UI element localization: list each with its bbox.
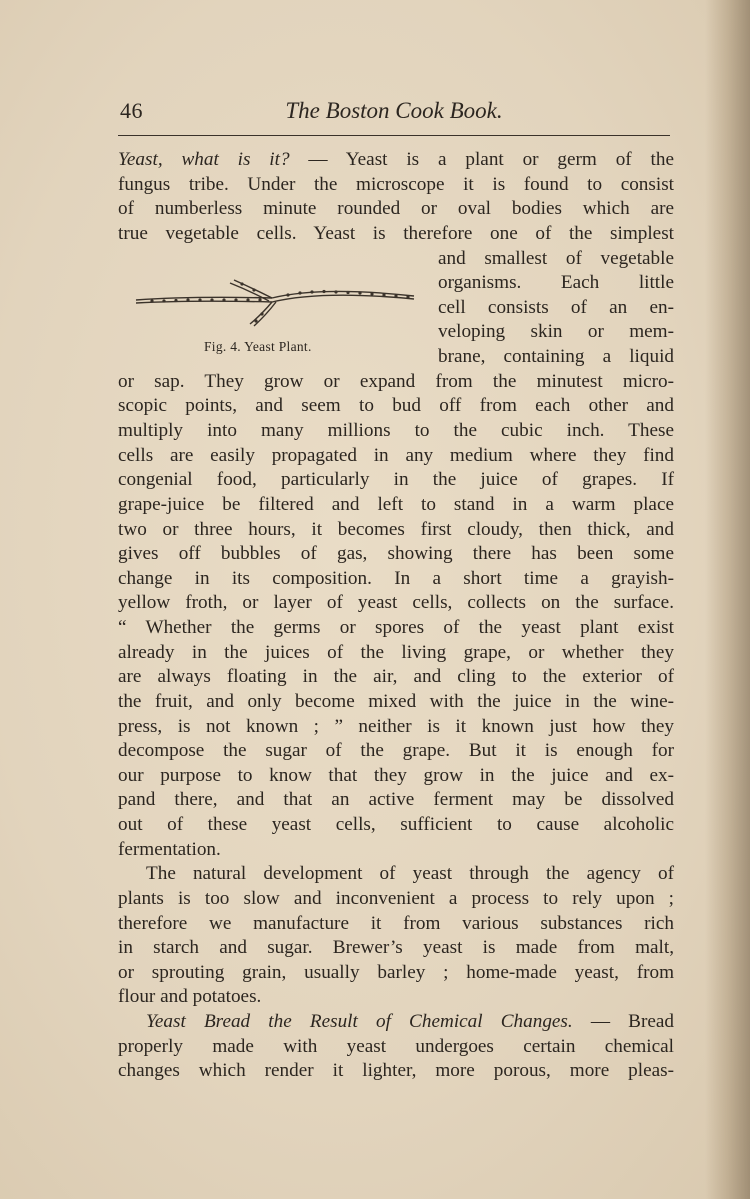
line-text: cells are easily propagated in any medium where they find [118,444,674,466]
line-text: and smallest of vegetable [438,247,674,269]
line-text: brane, containing a liquid [438,346,674,367]
line-text: gives off bubbles of gas, showing there has been some [118,543,674,565]
text-line [118,616,674,641]
line-text: organisms. Each little [438,272,674,294]
line-text: — Bread [572,1011,674,1032]
page-header [118,98,670,130]
text-line [118,1059,674,1084]
line-text: are always floating in the air, and cling to the exterior of [118,666,674,688]
line-text: flour and potatoes. [118,986,262,1008]
text-line [118,591,674,616]
line-text: press, is not known ; ” neither is it known just how they [118,715,674,737]
text-line [118,197,674,222]
line-text: or sprouting grain, usually barley ; home-made yeast, from [118,961,674,983]
text-line [118,961,674,986]
text-line [438,296,674,321]
text-line [118,764,674,789]
line-text: plants is too slow and inconvenient a process to rely upon ; [118,887,674,909]
text-line [118,222,674,247]
text-line [118,665,674,690]
text-line [118,1010,674,1035]
text-line [118,148,674,173]
text-line [118,690,674,715]
paragraph-heading: Yeast Bread the Result of Chemical Changes. [146,1011,573,1032]
line-text: fungus tribe. Under the microscope it is found to consist [118,173,674,195]
text-line [118,370,674,395]
text-line [118,788,674,813]
text-line [118,394,674,419]
paragraph-heading: Yeast, what is it? [118,149,290,170]
text-line [118,468,674,493]
text-line [118,813,674,838]
yeast-plant-illustration [132,268,422,328]
line-text: pand there, and that an active ferment may be dissolved [118,789,674,811]
line-text: already in the juices of the living grape, or whether they [118,641,674,663]
text-line [118,1035,674,1060]
text-line [438,271,674,296]
line-text: The natural development of yeast through the agency of [146,863,674,885]
line-text: fermentation. [118,838,221,860]
running-title: The Boston Cook Book. [285,98,503,123]
line-text: “ Whether the germs or spores of the yeast plant exist [118,617,674,638]
line-text: therefore we manufacture it from various substances rich [118,912,674,934]
text-line [118,862,674,887]
line-text: multiply into many millions to the cubic inch. These [118,419,674,441]
line-text: properly made with yeast undergoes certain chemical [118,1035,674,1057]
text-line [118,542,674,567]
line-text: of numberless minute rounded or oval bodies which are [118,198,674,220]
line-text: in starch and sugar. Brewer’s yeast is made from malt, [118,937,674,959]
line-text: true vegetable cells. Yeast is therefore one of the simplest [118,222,674,244]
line-text: scopic points, and seem to bud off from each other and [118,395,674,417]
line-text: or sap. They grow or expand from the minutest micro- [118,370,674,392]
line-text: — Yeast is a plant or germ of the [289,149,674,170]
text-line [438,320,674,345]
line-text: veloping skin or mem- [438,321,674,343]
line-text: change in its composition. In a short time a grayish- [118,567,674,589]
line-text: out of these yeast cells, sufficient to cause alcoholic [118,814,674,835]
line-text: congenial food, particularly in the juice of grapes. If [118,469,674,491]
line-text: changes which render it lighter, more porous, more pleas- [118,1060,674,1082]
line-text: decompose the sugar of the grape. But it is enough for [118,740,674,762]
text-line [118,493,674,518]
text-line [118,518,674,543]
text-line [118,567,674,592]
figure-caption: Fig. 4. Yeast Plant. [204,339,312,354]
text-line [118,444,674,469]
text-line [118,715,674,740]
text-line [118,838,674,863]
text-line [118,936,674,961]
text-line [118,641,674,666]
line-text: two or three hours, it becomes first cloudy, then thick, and [118,518,674,540]
text-line [118,912,674,937]
header-rule [118,135,670,136]
line-text: yellow froth, or layer of yeast cells, collects on the surface. [118,592,674,614]
text-line [438,247,674,272]
line-text: the fruit, and only become mixed with the juice in the wine- [118,690,674,712]
text-line [118,173,674,198]
line-text: our purpose to know that they grow in the juice and ex- [118,764,674,786]
line-text: cell consists of an en- [438,296,674,318]
text-line [118,419,674,444]
line-text: grape-juice be filtered and left to stand in a warm place [118,493,674,515]
text-line [118,739,674,764]
text-line [118,887,674,912]
text-line [118,985,674,1010]
text-line [438,345,674,370]
page-number: 46 [120,98,143,123]
